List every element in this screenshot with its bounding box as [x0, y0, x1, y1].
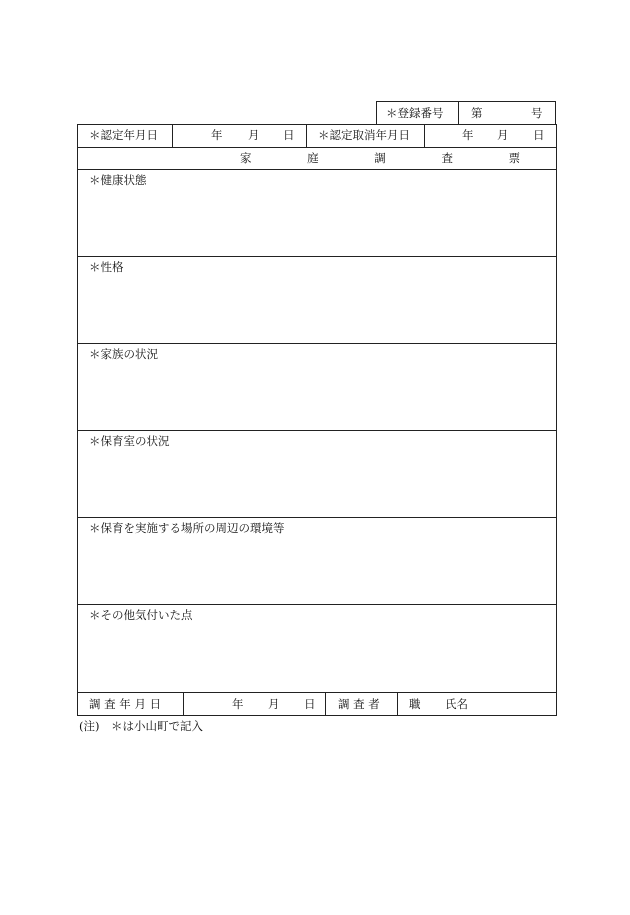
registration-label: ＊登録番号: [386, 106, 444, 120]
section-surroundings: ＊保育を実施する場所の周辺の環境等: [89, 521, 285, 535]
approval-year: 年: [211, 128, 223, 142]
survey-month: 月: [268, 697, 280, 711]
cancel-year: 年: [462, 128, 474, 142]
approval-date-label: ＊認定年月日: [89, 128, 158, 142]
section-family: ＊家族の状況: [89, 347, 158, 361]
registration-dai: 第: [471, 106, 483, 120]
section-divider-1: [77, 256, 557, 257]
section-divider-2: [77, 343, 557, 344]
section-divider-3: [77, 430, 557, 431]
survey-divider-1: [183, 692, 184, 716]
survey-day: 日: [304, 697, 316, 711]
surveyor-name: 氏名: [445, 697, 468, 711]
survey-divider-2: [325, 692, 326, 716]
title-top-line: [77, 147, 557, 148]
surveyor-position: 職: [409, 697, 421, 711]
form-title: 家 庭 調 査 票: [240, 151, 547, 165]
survey-year: 年: [232, 697, 244, 711]
cancel-date-label: ＊認定取消年月日: [318, 128, 410, 142]
section-divider-6: [77, 692, 557, 693]
section-personality: ＊性格: [89, 260, 124, 274]
cancel-day: 日: [533, 128, 545, 142]
approval-divider-1: [172, 124, 173, 147]
approval-divider-2: [306, 124, 307, 147]
section-divider-4: [77, 517, 557, 518]
approval-day: 日: [283, 128, 295, 142]
surveyor-label: 調 査 者: [338, 697, 380, 711]
approval-month: 月: [248, 128, 260, 142]
section-divider-5: [77, 604, 557, 605]
approval-divider-3: [424, 124, 425, 147]
registration-divider: [458, 101, 459, 125]
form-frame: [77, 124, 557, 716]
title-bottom-line: [77, 169, 557, 170]
section-health: ＊健康状態: [89, 173, 147, 187]
survey-date-label: 調 査 年 月 日: [89, 697, 162, 711]
cancel-month: 月: [497, 128, 509, 142]
section-other: ＊その他気付いた点: [89, 608, 193, 622]
registration-go: 号: [531, 106, 543, 120]
survey-divider-3: [397, 692, 398, 716]
footnote: (注) ＊は小山町で記入: [79, 719, 203, 733]
section-nursery-room: ＊保育室の状況: [89, 434, 170, 448]
